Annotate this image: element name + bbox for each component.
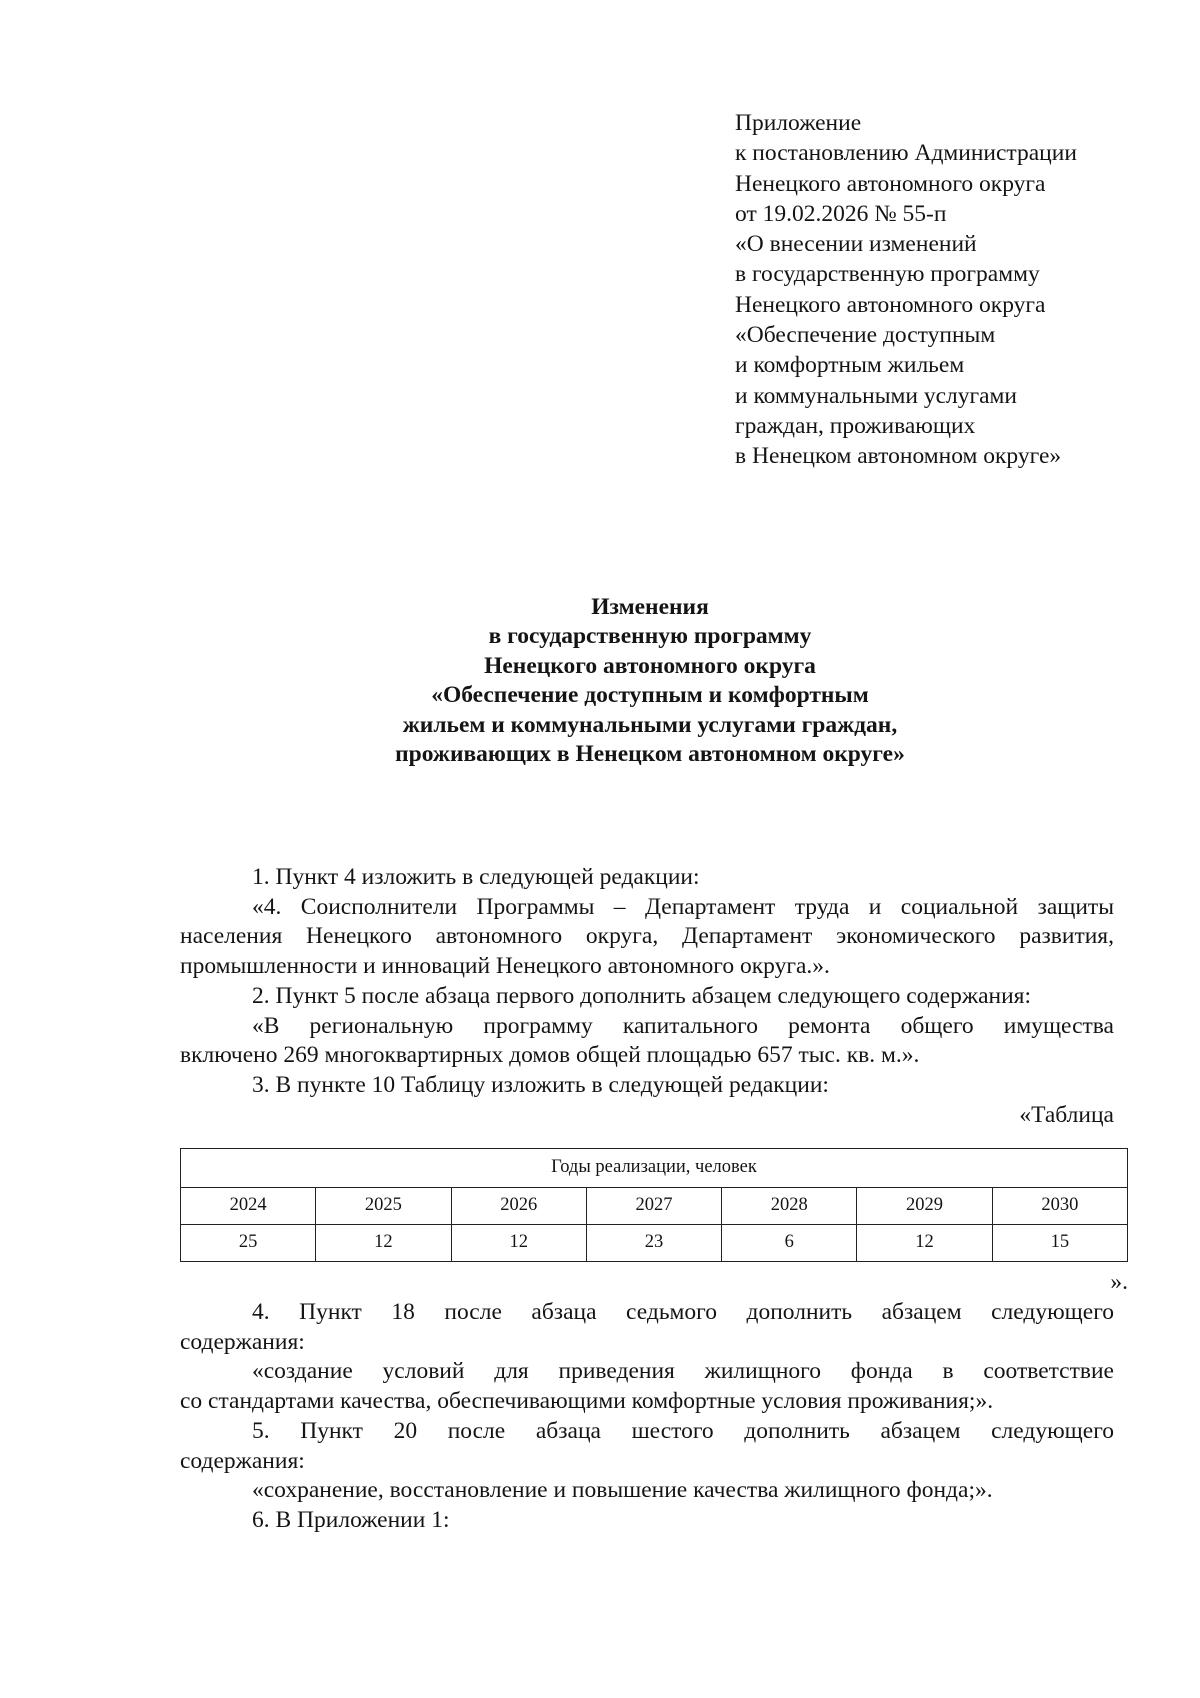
title-line: в государственную программу — [488, 623, 812, 650]
title-line: жильем и коммунальными услугами граждан, — [402, 711, 898, 738]
item-5-line: 5. Пункт 20 после абзаца шестого дополнить абзацем следующего — [252, 1417, 1114, 1444]
year-cell: 2025 — [316, 1188, 451, 1225]
item-6: 6. В Приложении 1: — [252, 1506, 450, 1533]
item-5-line: содержания: — [180, 1447, 305, 1474]
table-header-row — [181, 1149, 1128, 1188]
item-4-line: 4. Пункт 18 после абзаца седьмого дополнить абзацем следующего — [252, 1299, 1114, 1326]
item-4-line: содержания: — [180, 1328, 305, 1355]
appendix-line: «О внесении изменений — [735, 231, 977, 258]
item-2: 2. Пункт 5 после абзаца первого дополнить абзацем следующего содержания: — [252, 982, 1032, 1009]
document-title — [180, 593, 1120, 769]
appendix-line: и комфортным жильем — [735, 352, 965, 379]
appendix-block — [735, 108, 1165, 472]
table-label: «Таблица — [1019, 1101, 1114, 1128]
title-line: Изменения — [591, 594, 709, 620]
year-cell: 2029 — [857, 1188, 992, 1225]
table-closing-quote: ». — [1110, 1269, 1128, 1296]
item-4-quote-line: со стандартами качества, обеспечивающими комфортные условия проживания;». — [180, 1388, 994, 1415]
item-4-quote-line: «создание условий для приведения жилищного фонда в соответствие — [252, 1358, 1114, 1385]
year-cell: 2030 — [992, 1188, 1127, 1225]
value-cell: 15 — [992, 1225, 1127, 1262]
title-line: «Обеспечение доступным и комфортным — [431, 682, 869, 709]
table-wrapper — [180, 1148, 1114, 1262]
title-line: Ненецкого автономного округа — [484, 652, 816, 679]
appendix-line: Ненецкого автономного округа — [735, 291, 1046, 318]
value-cell: 12 — [316, 1225, 451, 1262]
title-line: проживающих в Ненецком автономном округе» — [395, 741, 905, 768]
appendix-line: в государственную программу — [735, 261, 1040, 288]
item-1: 1. Пункт 4 изложить в следующей редакции: — [252, 864, 700, 890]
appendix-line: и коммунальными услугами — [735, 382, 1017, 409]
appendix-line: от 19.02.2026 № 55-п — [735, 200, 947, 227]
value-cell: 12 — [857, 1225, 992, 1262]
value-cell: 23 — [586, 1225, 721, 1262]
table-header-cell: Годы реализации, человек — [181, 1149, 1128, 1188]
item-2-quote-line: «В региональную программу капитального ремонта общего имущества — [252, 1012, 1114, 1039]
year-cell: 2024 — [181, 1188, 316, 1225]
years-table — [180, 1148, 1128, 1262]
item-3: 3. В пункте 10 Таблицу изложить в следующей редакции: — [252, 1071, 829, 1098]
item-5-quote: «сохранение, восстановление и повышение качества жилищного фонда;». — [252, 1477, 993, 1504]
appendix-line: в Ненецком автономном округе» — [735, 443, 1062, 470]
appendix-line: к постановлению Администрации — [735, 140, 1077, 167]
item-1-quote-line: «4. Соисполнители Программы – Департамент труда и социальной защиты — [252, 893, 1114, 920]
table-values-row — [181, 1225, 1128, 1262]
table-years-row — [181, 1188, 1128, 1225]
appendix-line: Приложение — [735, 110, 862, 136]
year-cell: 2028 — [722, 1188, 857, 1225]
appendix-line: «Обеспечение доступным — [735, 322, 996, 349]
item-1-quote-line: населения Ненецкого автономного округа, Департамент экономического развития, — [180, 923, 1114, 950]
year-cell: 2026 — [451, 1188, 586, 1225]
year-cell: 2027 — [586, 1188, 721, 1225]
item-1-quote-line: промышленности и инноваций Ненецкого автономного округа.». — [180, 953, 830, 980]
value-cell: 12 — [451, 1225, 586, 1262]
document-body — [180, 863, 1128, 1536]
item-2-quote-line: включено 269 многоквартирных домов общей площадью 657 тыс. кв. м.». — [180, 1042, 920, 1069]
value-cell: 6 — [722, 1225, 857, 1262]
value-cell: 25 — [181, 1225, 316, 1262]
appendix-line: граждан, проживающих — [735, 412, 976, 439]
appendix-line: Ненецкого автономного округа — [735, 170, 1046, 197]
